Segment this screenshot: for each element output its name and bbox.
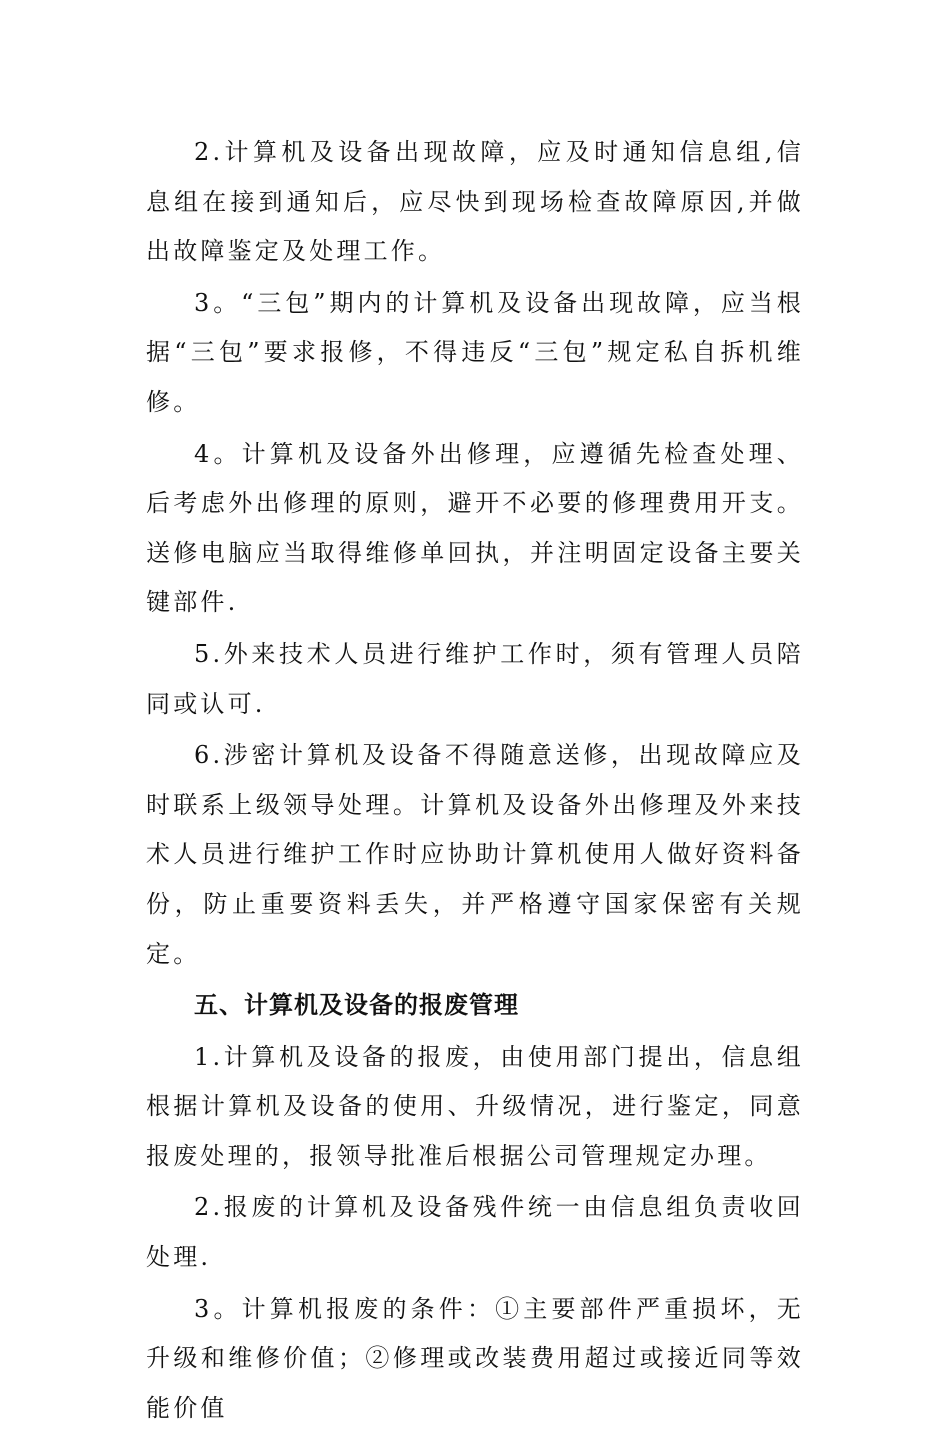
paragraph-6-confidential-equipment: 6.涉密计算机及设备不得随意送修，出现故障应及时联系上级领导处理。计算机及设备外出修理及外来技术人员进行维护工作时应协助计算机使用人做好资料备份，防止重要资料丢失，并严格遵守国家保密有关规定。 (146, 741, 804, 968)
paragraph-2-fault-reporting: 2.计算机及设备出现故障，应及时通知信息组,信息组在接到通知后，应尽快到现场检查故障原因,并做出故障鉴定及处理工作。 (146, 138, 804, 266)
section-heading-disposal: 五、计算机及设备的报废管理 (194, 991, 519, 1020)
paragraph-4-external-repair: 4。计算机及设备外出修理，应遵循先检查处理、后考虑外出修理的原则，避开不必要的修理费用开支。送修电脑应当取得维修单回执，并注明固定设备主要关键部件. (146, 439, 804, 617)
paragraph-1-disposal-request: 1.计算机及设备的报废，由使用部门提出，信息组根据计算机及设备的使用、升级情况，进行鉴定，同意报废处理的，报领导批准后根据公司管理规定办理。 (146, 1042, 804, 1170)
paragraph-2-disposal-recovery: 2.报废的计算机及设备残件统一由信息组负责收回处理. (146, 1193, 804, 1272)
paragraph-3-disposal-conditions: 3。计算机报废的条件：①主要部件严重损坏，无升级和维修价值；②修理或改装费用超过或接近同等效能价值 (146, 1294, 804, 1422)
paragraph-3-warranty-repair: 3。“三包”期内的计算机及设备出现故障，应当根据“三包”要求报修，不得违反“三包”规定私自拆机维修。 (146, 288, 804, 416)
paragraph-5-external-technicians: 5.外来技术人员进行维护工作时，须有管理人员陪同或认可. (146, 639, 804, 718)
